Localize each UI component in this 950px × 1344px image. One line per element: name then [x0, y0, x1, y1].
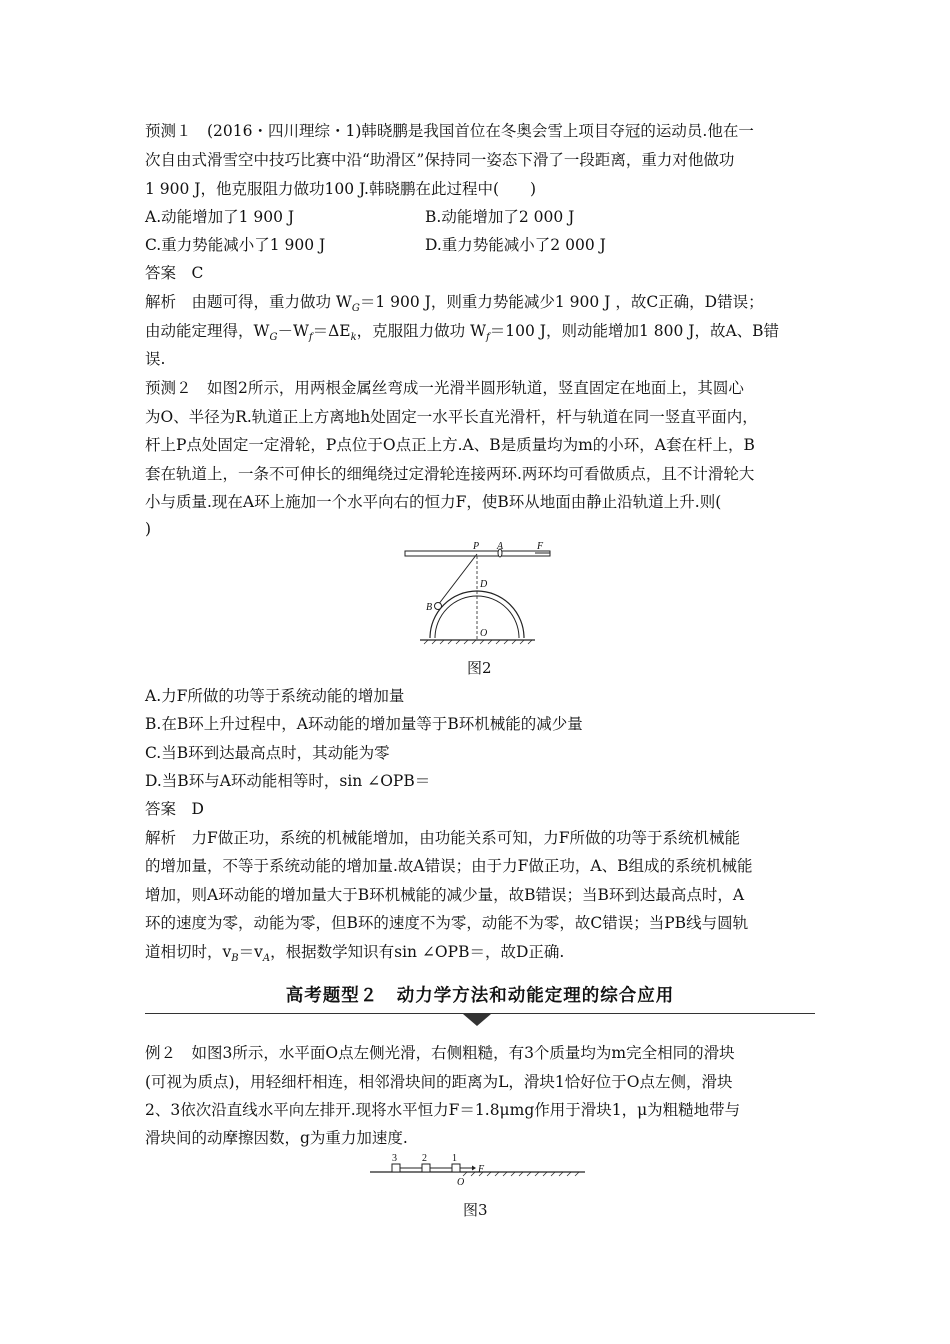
section-divider-triangle — [463, 1014, 491, 1026]
yc1-option-b: B.动能增加了2 000 J — [425, 208, 575, 226]
section-heading: 高考题型２ 动力学方法和动能定理的综合应用 — [285, 986, 675, 1006]
ex2-line4: 滑块间的动摩擦因数，g为重力加速度. — [145, 1129, 408, 1147]
ex2-line3: 2、3依次沿直线水平向左排开.现将水平恒力F＝1.8μmg作用于滑块1，μ为粗糙地带与 — [145, 1101, 741, 1119]
ex2-line1: 例２ 如图3所示，水平面O点左侧光滑，右侧粗糙，有3个质量均为m完全相同的滑块 — [145, 1044, 735, 1062]
yc2-analysis-line3: 增加，则A环动能的增加量大于B环机械能的减少量，故B错误；当B环到达最高点时，A — [145, 886, 745, 904]
yc2-analysis-line2: 的增加量，不等于系统动能的增加量.故A错误；由于力F做正功，A、B组成的系统机械能 — [145, 857, 753, 875]
yc2-answer: 答案 D — [145, 800, 204, 818]
ex2-line2: (可视为质点)，用轻细杆相连，相邻滑块间的距离为L，滑块1恰好位于O点左侧，滑块 — [145, 1073, 733, 1091]
force-arrowhead — [472, 1166, 476, 1171]
yc2-line6: ) — [145, 520, 152, 538]
figure-2-diagram — [400, 540, 555, 650]
rope-line — [438, 554, 477, 605]
label-block-1: 1 — [452, 1153, 457, 1164]
block-3 — [392, 1164, 400, 1172]
yc1-analysis-line3: 误. — [145, 350, 166, 368]
label-block-2: 2 — [422, 1153, 427, 1164]
yc1-option-a: A.动能增加了1 900 J — [145, 208, 295, 226]
yc1-option-c: C.重力势能减小了1 900 J — [145, 236, 326, 254]
ring-b — [435, 603, 442, 610]
yc2-option-b: B.在B环上升过程中，A环动能的增加量等于B环机械能的减少量 — [145, 715, 583, 733]
yc1-option-d: D.重力势能减小了2 000 J — [425, 236, 606, 254]
yc2-option-d: D.当B环与A环动能相等时，sin ∠OPB＝ — [145, 772, 431, 790]
yc2-line2: 为O、半径为R.轨道正上方离地h处固定一水平长直光滑杆，杆与轨道在同一竖直平面内， — [145, 408, 758, 426]
yc2-line1: 预测２ 如图2所示，用两根金属丝弯成一光滑半圆形轨道，竖直固定在地面上，其圆心 — [145, 379, 744, 397]
yc1-line1: 预测１ (2016・四川理综・1)韩晓鹏是我国首位在冬奥会雪上项目夺冠的运动员.他在一 — [145, 122, 754, 140]
yc2-line5: 小与质量.现在A环上施加一个水平向右的恒力F，使B环从地面由静止沿轨道上升.则( — [145, 493, 722, 511]
yc2-analysis-line5: 道相切时，$v_B=v_A$，根据数学知识有sin ∠OPB＝，故D正确. — [145, 943, 565, 965]
yc1-answer: 答案 C — [145, 264, 204, 282]
label-p: P — [473, 541, 480, 552]
yc2-analysis-line1: 解析 力F做正功，系统的机械能增加，由功能关系可知，力F所做的功等于系统机械能 — [145, 829, 741, 847]
figure-3-caption: 图3 — [463, 1201, 488, 1219]
label-o: O — [457, 1177, 465, 1188]
yc2-option-c: C.当B环到达最高点时，其动能为零 — [145, 744, 390, 762]
figure-2-caption: 图2 — [467, 659, 492, 677]
label-block-3: 3 — [392, 1153, 397, 1164]
yc1-line3: 1 900 J，他克服阻力做功100 J.韩晓鹏在此过程中( ) — [145, 180, 537, 198]
label-f: F — [537, 541, 544, 552]
label-a: A — [497, 541, 504, 552]
yc1-analysis-line1: 解析 由题可得，重力做功 $W_G=1$ 900 J，则重力势能减少1 900 J ，故C正确，D错误； — [145, 293, 764, 315]
yc2-line4: 套在轨道上，一条不可伸长的细绳绕过定滑轮连接两环.两环均可看做质点，且不计滑轮大 — [145, 465, 755, 483]
yc2-analysis-line4: 环的速度为零，动能为零，但B环的速度不为零，动能不为零，故C错误；当PB线与圆轨 — [145, 914, 749, 932]
yc1-analysis-line2: 由动能定理得，$W_G-W_f=\Delta E_k$，克服阻力做功 $W_f=100$ J，则动能增加1 800 J，故A、B错 — [145, 322, 780, 344]
yc2-line3: 杆上P点处固定一定滑轮，P点位于O点正上方.A、B是质量均为m的小环，A套在杆上，B — [145, 436, 755, 454]
label-f: F — [478, 1164, 485, 1175]
label-d: D — [480, 579, 488, 590]
block-2 — [422, 1164, 430, 1172]
block-1 — [452, 1164, 460, 1172]
yc1-line2: 次自由式滑雪空中技巧比赛中沿“助滑区”保持同一姿态下滑了一段距离，重力对他做功 — [145, 151, 735, 169]
label-o: O — [480, 628, 488, 639]
label-b: B — [426, 602, 433, 613]
yc2-option-a: A.力F所做的功等于系统动能的增加量 — [145, 687, 405, 705]
figure-3-diagram — [360, 1150, 590, 1190]
